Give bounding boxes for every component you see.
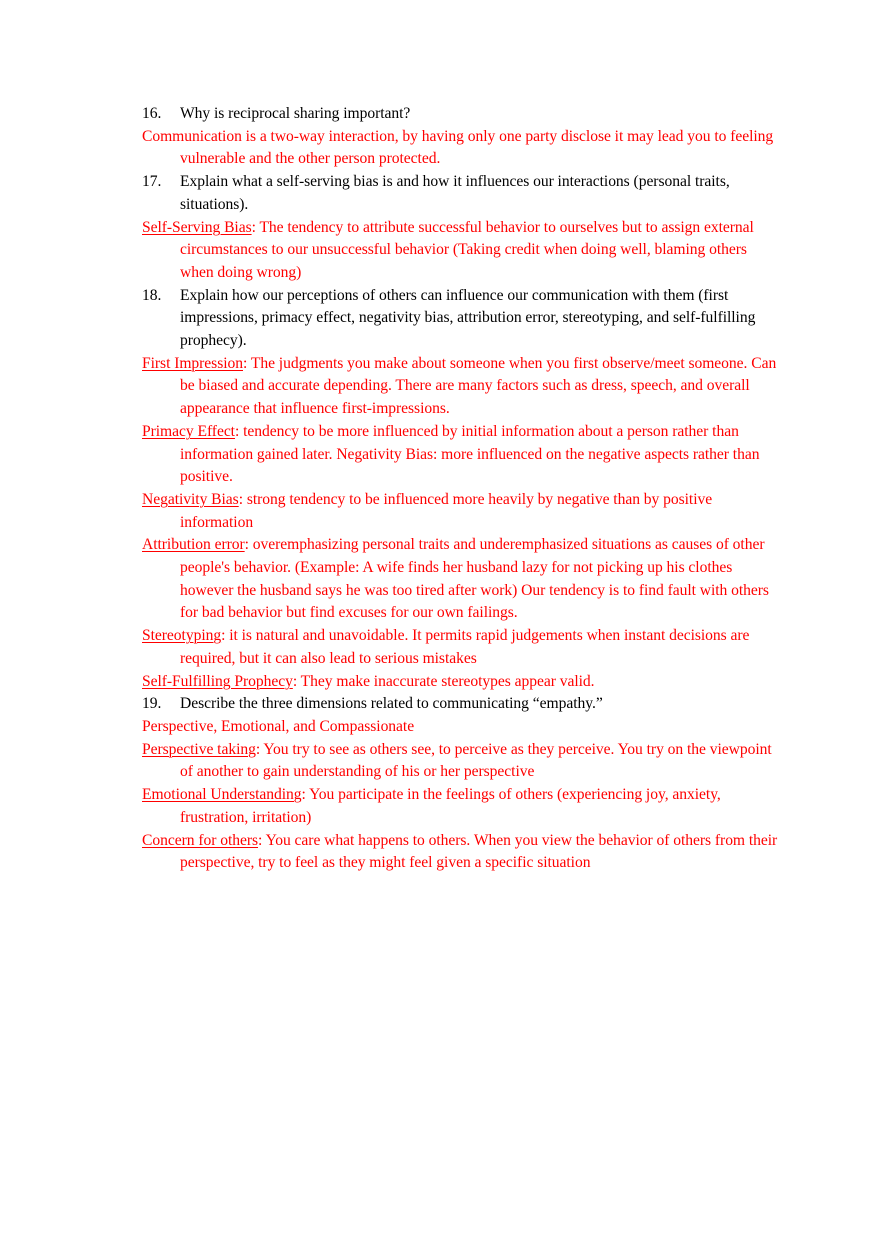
answer-definition: : strong tendency to be influenced more heavily by negative than by positive information bbox=[180, 490, 713, 531]
answer-term: Self-Fulfilling Prophecy bbox=[142, 672, 293, 690]
answer-term: Self-Serving Bias bbox=[142, 218, 252, 236]
answer-term: Stereotyping bbox=[142, 627, 222, 645]
answer-definition: : it is natural and unavoidable. It permits rapid judgements when instant decisions are required, but it can also lead to serious mistakes bbox=[180, 627, 750, 667]
question-text: Explain how our perceptions of others can influence our communication with them (first impressions, primacy effect, negativity bias, attribution error, stereotyping, and self-fulfilling prophecy). bbox=[180, 286, 756, 350]
question-18 bbox=[142, 285, 782, 353]
answer-term: Primacy Effect bbox=[142, 422, 235, 440]
answer-self-fulfilling-prophecy bbox=[142, 671, 782, 694]
question-number: 17. bbox=[142, 173, 162, 191]
answer-19-intro: Perspective, Emotional, and Compassionate bbox=[142, 717, 415, 735]
answer-term: First Impression bbox=[142, 354, 243, 372]
answer-definition: : The tendency to attribute successful behavior to ourselves but to assign external circumstances to our unsuccessful behavior (Taking credit when doing well, blaming others when doing wrong) bbox=[180, 218, 754, 281]
answer-definition: : They make inaccurate stereotypes appear valid. bbox=[292, 672, 595, 690]
answer-stereotyping bbox=[142, 625, 782, 670]
answer-emotional-understanding bbox=[142, 784, 782, 829]
answer-term: Attribution error bbox=[142, 536, 245, 554]
answer-term: Concern for others bbox=[142, 831, 259, 849]
question-16 bbox=[142, 103, 782, 126]
answer-definition: : overemphasizing personal traits and underemphasized situations as causes of other people's behavior. (Example: A wife finds her husband lazy for not picking up his clothes however the husband says he was too tired after work) Our tendency is to find fault with others for bad behavior but find excuses for our own failings. bbox=[180, 536, 769, 622]
question-number: 19. bbox=[142, 695, 162, 713]
answer-term: Perspective taking bbox=[142, 740, 256, 758]
answer-attribution-error bbox=[142, 534, 782, 625]
answer-negativity-bias bbox=[142, 489, 782, 534]
document-body bbox=[142, 103, 782, 875]
answer-term: Negativity Bias bbox=[142, 490, 239, 508]
answer-perspective-taking bbox=[142, 739, 782, 784]
answer-concern-for-others bbox=[142, 830, 782, 875]
answer-first-impression bbox=[142, 353, 782, 421]
answer-term: Emotional Understanding bbox=[142, 786, 302, 804]
question-number: 18. bbox=[142, 286, 162, 304]
answer-16: Communication is a two-way interaction, by having only one party disclose it may lead you to feeling vulnerable and the other person protected. bbox=[142, 127, 774, 168]
question-19 bbox=[142, 693, 782, 716]
question-number: 16. bbox=[142, 105, 162, 122]
answer-definition: : The judgments you make about someone when you first observe/meet someone. Can be biased and accurate depending. There are many factors such as dress, speech, and overall appearance that influence first-impressions. bbox=[180, 354, 777, 418]
answer-self-serving-bias bbox=[142, 217, 782, 285]
answer-definition: : You care what happens to others. When you view the behavior of others from their perspective, try to feel as they might feel given a specific situation bbox=[180, 831, 778, 872]
answer-definition: : You participate in the feelings of others (experiencing joy, anxiety, frustration, irritation) bbox=[180, 786, 721, 826]
answer-primacy-effect bbox=[142, 421, 782, 489]
question-text: Describe the three dimensions related to communicating “empathy.” bbox=[180, 695, 603, 713]
question-17 bbox=[142, 171, 782, 216]
question-text: Why is reciprocal sharing important? bbox=[180, 105, 411, 122]
question-text: Explain what a self-serving bias is and how it influences our interactions (personal traits, situations). bbox=[180, 173, 730, 213]
answer-definition: : tendency to be more influenced by initial information about a person rather than information gained later. Negativity Bias: more influenced on the negative aspects rather than positive. bbox=[180, 422, 760, 486]
answer-definition: : You try to see as others see, to perceive as they perceive. You try on the viewpoint of another to gain understanding of his or her perspective bbox=[180, 740, 772, 781]
